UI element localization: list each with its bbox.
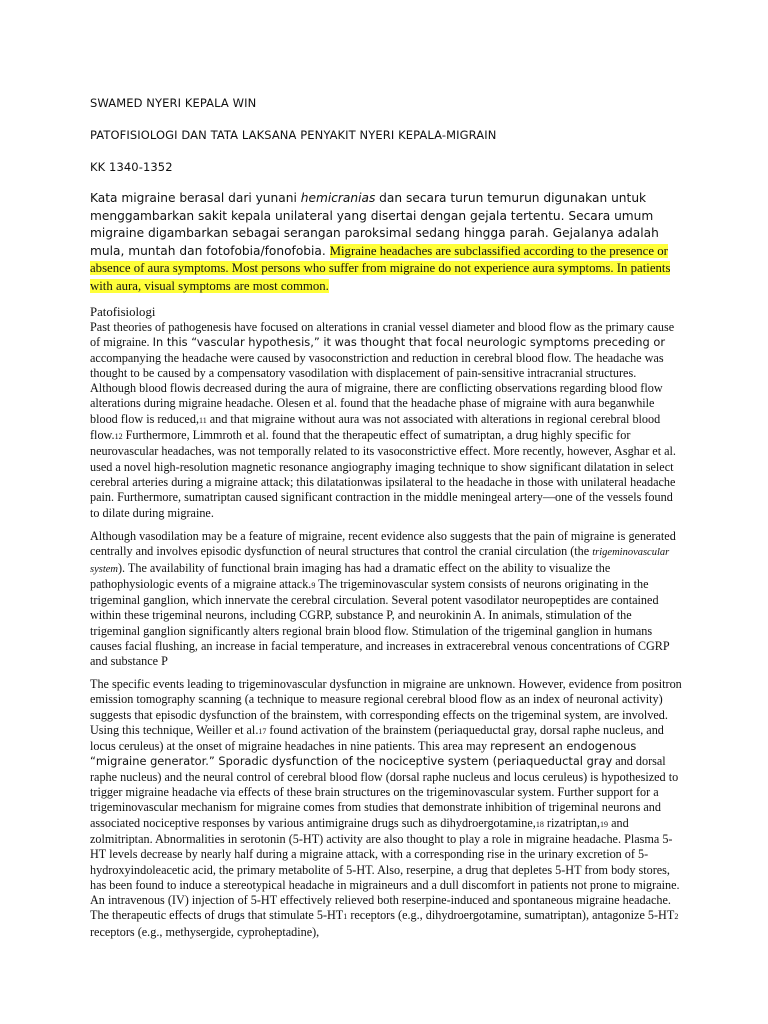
- ref-17: 17: [258, 726, 267, 736]
- p3-text-e: rizatriptan,: [543, 815, 601, 830]
- subscript-2: 2: [674, 912, 679, 922]
- p3-text-h: receptors (e.g., methysergide, cyproheptadine),: [90, 924, 320, 939]
- doc-header-line2: PATOFISIOLOGI DAN TATA LAKSANA PENYAKIT NYERI KEPALA-MIGRAIN: [90, 128, 497, 142]
- paragraph-2: [90, 529, 682, 670]
- doc-header-line1: SWAMED NYERI KEPALA WIN: [90, 96, 257, 110]
- ref-11: 11: [199, 415, 207, 425]
- ref-18: 18: [535, 819, 544, 829]
- p3-text-c: represent an endogenous “migraine generator.” Sporadic dysfunction of the nociceptive system (periaqueductal gray: [90, 739, 637, 769]
- p2-text-c: The trigeminovascular system consists of neurons originating in the trigeminal ganglion, which innervate the cerebral circulation. Several potent vasodilator neuropeptides are contained within these trigeminal neurons, including CGRP, substance P, and neurokinin A. In animals, stimulation of the trigeminal ganglion significantly alters regional brain blood flow. Stimulation of the trigeminal ganglion in humans causes facial flushing, an increase in facial temperature, and increases in extracerebral venous concentrations of CGRP and substance P: [90, 576, 670, 669]
- paragraph-1: [90, 320, 682, 521]
- p3-text-a: The specific events leading to trigeminovascular dysfunction in migraine are unknown. However, evidence from positron emission tomography scanning (a technique to measure regional cerebral blood flow as an index of neuronal activity) suggests that episodic dysfunction of the brainstem, with corresponding effects on the trigeminal system, are involved. Using this technique, Weiller et al.: [90, 677, 682, 737]
- intro-text-1: Kata migraine berasal dari yunani: [90, 191, 301, 205]
- p2-italic-term: trigeminovascular system: [90, 547, 670, 575]
- p2-text-b: ). The availability of functional brain imaging has had a dramatic effect on the ability to visualize the pathophysiologic events of a migraine attack.: [90, 560, 611, 591]
- highlighted-text: Migraine headaches are subclassified according to the presence or absence of aura symptoms. Most persons who suffer from migraine do not experience aura symptoms. In patients with aura, visual symptoms are most common.: [90, 243, 671, 293]
- p1-text-e: Furthermore, Limmroth et al. found that the therapeutic effect of sumatriptan, a drug highly specific for neurovascular headaches, was not temporally related to its vasoconstrictive effect. More recently, however, Asghar et al. used a novel high-resolution magnetic resonance angiography imaging technique to show significant dilatation in select cerebral arteries during a migraine attack; this dilatationwas ipsilateral to the headache in those with unilateral headache pain. Furthermore, sumatriptan caused significant contraction in the middle meningeal artery—one of the vessels found to dilate during migraine.: [90, 428, 676, 520]
- p3-text-g: receptors (e.g., dihydroergotamine, sumatriptan), antagonize 5-HT: [347, 908, 675, 923]
- intro-paragraph: [90, 190, 680, 295]
- subscript-1: 1: [343, 912, 348, 922]
- ref-12: 12: [114, 432, 123, 442]
- doc-header-line3: KK 1340-1352: [90, 160, 173, 174]
- p3-text-f: and zolmitriptan. Abnormalities in serotonin (5-HT) activity are also thought to play a role in migraine headache. Plasma 5-HT levels decrease by nearly half during a migraine attack, with a corresponding rise in the urinary excretion of 5-hydroxyindoleacetic acid, the primary metabolite of 5-HT. Also, reserpine, a drug that depletes 5-HT from body stores, has been found to induce a stereotypical headache in migraineurs and a dull discomfort in patients not prone to migraine. An intravenous (IV) injection of 5-HT effectively relieved both reserpine-induced and spontaneous migraine headache. The therapeutic effects of drugs that stimulate 5-HT: [90, 815, 680, 923]
- p1-text-c: accompanying the headache were caused by vasoconstriction and reduction in cerebral blood flow. The headache was thought to be caused by a compensatory vasodilation with displacement of pain-sensitive intracranial structures. Although blood flowis decreased during the aura of migraine, there are conflicting observations regarding blood flow alterations during migraine headache. Olesen et al. found that the headache phase of migraine with aura beganwhile blood flow is reduced,: [90, 350, 664, 426]
- p2-text-a: Although vasodilation may be a feature of migraine, recent evidence also suggests that the pain of migraine is generated centrally and involves episodic dysfunction of neural structures that control the cranial circulation (the: [90, 529, 676, 559]
- p3-text-b: found activation of the brainstem (periaqueductal gray, dorsal raphe nucleus, and locus ceruleus) at the onset of migraine headaches in nine patients. This area may: [90, 722, 664, 754]
- p3-text-d: and dorsal raphe nucleus) and the neural control of cerebral blood flow (dorsal raphe nucleus and locus ceruleus) is hypothesized to trigger migraine headache via effects of these brain structures on the trigeminovascular system. Further support for a trigeminovascular mechanism for migraine comes from studies that demonstrate inhibition of trigeminal neurons and associated nociceptive responses by various antimigraine drugs such as dihydroergotamine,: [90, 754, 679, 830]
- p1-text-d: and that migraine without aura was not associated with alterations in regional cerebral blood flow.: [90, 411, 661, 443]
- intro-text-2: dan secara turun temurun digunakan untuk menggambarkan sakit kepala unilateral yang disertai dengan gejala tertentu. Secara umum migraine digambarkan sebagai serangan paroksimal sedang hingga parah. Gejalanya adalah mula, muntah dan fotofobia/fonofobia.: [90, 191, 659, 258]
- ref-9: 9: [311, 580, 316, 590]
- section-title: Patofisiologi: [90, 305, 156, 319]
- intro-italic-term: hemicranias: [300, 191, 376, 205]
- p1-text-b: In this “vascular hypothesis,” it was thought that focal neurologic symptoms preceding or: [152, 335, 666, 350]
- paragraph-3: [90, 677, 682, 940]
- ref-19: 19: [600, 819, 609, 829]
- p1-text-a: Past theories of pathogenesis have focused on alterations in cranial vessel diameter and blood flow as the primary cause of migraine.: [90, 320, 675, 350]
